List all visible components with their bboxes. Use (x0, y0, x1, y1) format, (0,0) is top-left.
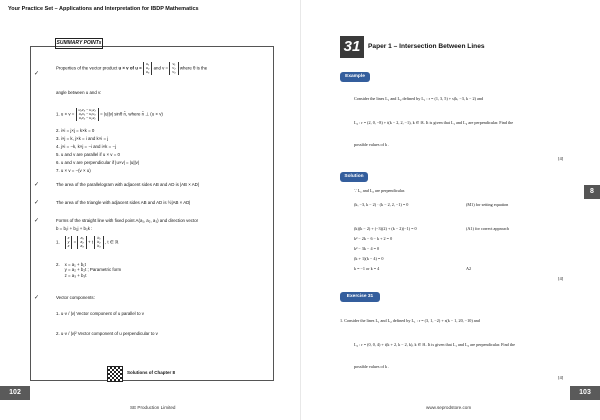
prop-1: 1. u × v = u₂v₃ − u₃v₂ u₃v₁ − u₁v₃ u₁v₂ − u₂v₁ = |u||v| sinθ n̂, where n̂ ⊥ (u × v) (56, 108, 163, 121)
exercise-line-3: possible values of k . (354, 364, 390, 369)
mark-a1: (A1) for correct approach (466, 226, 509, 231)
example-line-2: L₂ : r = (2, 0, −8) + t(k − 2, 2, −1), k ∈ ℝ. It is given that L₁ and L₂ are perpendicular. Find the (354, 120, 514, 125)
cross-product-matrix: u₂v₃ − u₃v₂ u₃v₁ − u₁v₃ u₁v₂ − u₂v₁ (76, 108, 99, 121)
chapter-side-tab: 8 (584, 185, 600, 199)
components-heading: Vector components: (56, 295, 95, 300)
solutions-label: Solutions of Chapter 8 (127, 370, 176, 375)
prop-5: 5. u and v are parallel if u × v = 0 (56, 152, 120, 157)
vector-props-intro: Properties of the vector product u × v of u = u₁ u₂ u₃ and v = v₁ v₂ v₃ where θ is the (56, 62, 208, 75)
example-line-3: possible values of k . (354, 142, 390, 147)
checkmark-icon: ✓ (34, 218, 40, 224)
mark-a2: A2 (466, 266, 472, 271)
angle-line: angle between u and v: (56, 90, 102, 95)
example-line-1: Consider the lines L₁ and L₂ defined by L₁ : r = (1, 3, 5) + s(k, −3, k − 2) and (354, 96, 484, 101)
summary-title: SUMMARY POINTs (55, 38, 103, 49)
exercise-line-2: L₂ : r = (0, 0, 4) + t(k + 2, k − 2, k), k ∈ ℝ. It is given that L₁ and L₂ are perpendicular. Find the (354, 342, 515, 347)
exercise-line-1: 1. Consider the lines L₁ and L₂ defined by L₁ : r = (3, 1, −2) + s(k − 1, 20, −10) and (340, 318, 480, 323)
footer-left: SE Production Limited (130, 405, 176, 410)
solution-line-1: ∵ L₁ and L₂ are perpendicular. (354, 188, 405, 193)
example-marks: [4] (558, 156, 564, 161)
solution-marks: [4] (558, 276, 564, 281)
prop-6: 6. u and v are perpendicular if |u×v| = |u||v| (56, 160, 139, 165)
solution-line-3: (k)(k − 2) + (−3)(2) + (k − 2)(−1) = 0 (354, 226, 417, 231)
checkmark-icon: ✓ (34, 71, 40, 77)
solution-line-5: k² − 3k − 4 = 0 (354, 246, 380, 251)
page-number-left: 102 (0, 386, 30, 400)
parallelogram-area: The area of the parallelogram with adjacent sides AB and AD is |AB × AD| (56, 182, 199, 187)
line-forms-intro: Forms of the straight line with fixed point A(a₁, a₂, a₃) and direction vector (56, 218, 199, 223)
checkmark-icon: ✓ (34, 182, 40, 188)
solution-line-6: (k + 1)(k − 4) = 0 (354, 256, 384, 261)
vector-line-form: 1. x y z = a₁ a₂ a₃ + t b₁ b₂ b₃ , t ∈ ℝ (56, 236, 119, 249)
qr-code[interactable] (107, 366, 123, 382)
direction-vector: b = b₁i + b₂j + b₃k : (56, 226, 93, 231)
prop-3: 3. i×j = k, j×k = i and k×i = j (56, 136, 109, 141)
component-parallel: 1. u·v / |v| Vector component of u parallel to v (56, 311, 144, 316)
footer-right: www.seprodstore.com (426, 405, 472, 410)
exercise-marks: [4] (558, 375, 564, 380)
parametric-form: 2. x = a₁ + b₁t y = a₂ + b₂t ; Parametric form z = a₃ + b₃t (56, 262, 122, 278)
prop-2: 2. i×i = j×j = k×k = 0 (56, 128, 95, 133)
solution-line-7: k = −1 or k = 4 (354, 266, 380, 271)
page-divider (300, 0, 301, 420)
component-perpendicular: 2. u·v / |v|² Vector component of u perpendicular to v (56, 331, 158, 336)
checkmark-icon: ✓ (34, 295, 40, 301)
triangle-area: The area of the triangle with adjacent sides AB and AD is ½|AB × AD| (56, 200, 191, 205)
page-number-right: 103 (570, 386, 600, 400)
u-vector: u₁ u₂ u₃ (143, 62, 152, 75)
prop-4: 4. j×i = −k, k×j = −i and i×k = −j (56, 144, 116, 149)
v-vector: v₁ v₂ v₃ (169, 62, 178, 75)
chapter-number: 31 (340, 36, 364, 58)
checkmark-icon: ✓ (34, 200, 40, 206)
example-tab: Example (340, 72, 370, 82)
solution-line-2: (k, −3, k − 2) · (k − 2, 2, −1) = 0 (354, 202, 409, 207)
chapter-title: Paper 1 – Intersection Between Lines (368, 43, 485, 50)
prop-7: 7. u × v = −(v × u) (56, 168, 91, 173)
book-title: Your Practice Set – Applications and Interpretation for IBDP Mathematics (8, 6, 199, 12)
solution-tab: Solution (340, 172, 368, 182)
solution-line-4: k² − 2k − 6 − k + 2 = 0 (354, 236, 393, 241)
exercise-tab: Exercise 31 (340, 292, 380, 302)
mark-m1: (M1) for setting equation (466, 202, 509, 207)
